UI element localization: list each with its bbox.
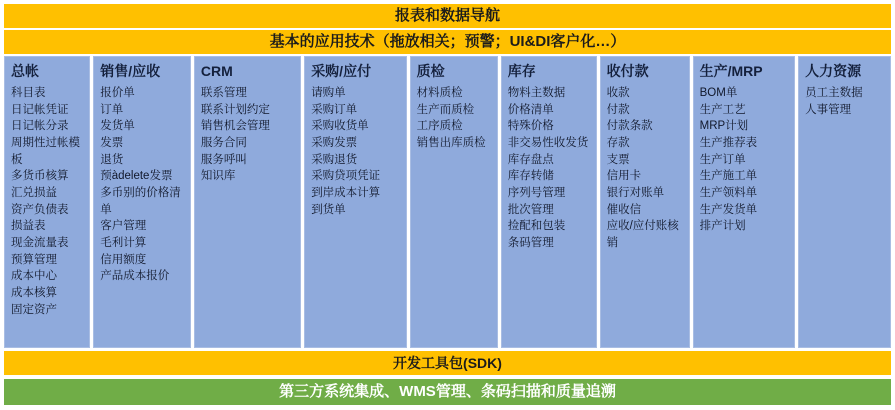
module-item-list [94,83,190,347]
module-column-title: 采购/应付 [311,63,372,79]
module-item-list [305,83,405,347]
module-item[interactable]: 生产推荐表 [699,137,758,150]
module-item-list [799,83,890,347]
module-item[interactable]: 客户管理 [100,220,147,233]
module-item[interactable]: 库存盘点 [507,153,554,166]
module-item-list [502,83,596,347]
module-item[interactable]: 联系管理 [200,87,247,100]
module-item[interactable]: 生产而质检 [416,103,475,116]
module-item[interactable]: 采购退货 [311,153,358,166]
module-item[interactable]: BOM单 [699,87,738,100]
module-column[interactable] [4,56,90,348]
module-item[interactable]: 物料主数据 [507,87,566,100]
module-item[interactable]: 发票 [100,137,124,150]
module-column-title: 库存 [507,63,536,79]
module-item[interactable]: 生产订单 [699,153,746,166]
module-item[interactable]: 预àdelete发票 [100,170,173,183]
module-item[interactable]: 知识库 [200,170,236,183]
module-item[interactable]: 支票 [606,153,630,166]
module-item[interactable]: 损益表 [11,220,46,233]
module-item[interactable]: 成本中心 [11,270,57,283]
module-item[interactable]: 日记帐分录 [11,120,69,133]
module-item[interactable]: 催收信 [606,203,642,216]
module-column[interactable] [501,56,597,348]
module-item[interactable]: 付款条款 [606,120,653,133]
module-item[interactable]: 人事管理 [805,103,852,116]
module-item[interactable]: 预算管理 [11,253,57,266]
module-item[interactable]: 周期性过帐模板 [11,137,80,166]
module-item[interactable]: 批次管理 [507,203,554,216]
module-item[interactable]: 非交易性收发货 [507,137,589,150]
module-item[interactable]: 报价单 [100,87,135,100]
module-column-title: 收付款 [606,63,649,79]
module-column-title: 人力资源 [805,63,862,79]
module-item-list [601,83,689,347]
module-item[interactable]: 产品成本报价 [100,270,170,283]
module-item[interactable]: 采购贷项凭证 [311,170,381,183]
top-banner: 报表和数据导航 [4,4,891,28]
module-item[interactable]: 日记帐凭证 [11,103,69,116]
module-item[interactable]: 销售出库质检 [416,137,486,150]
module-item[interactable]: 应收/应付账核销 [606,220,679,250]
module-column[interactable] [798,56,891,348]
module-item[interactable]: 付款 [606,103,630,116]
module-item[interactable]: 多币别的价格清单 [100,187,181,216]
module-column-title: CRM [200,63,233,79]
module-item[interactable]: 到岸成本计算 [311,187,381,200]
module-item[interactable]: 收款 [606,87,630,100]
module-item[interactable]: 汇兑损益 [11,187,57,200]
module-item[interactable]: 生产工艺 [699,103,746,116]
module-column-title: 总帐 [11,63,39,79]
module-item[interactable]: 科目表 [11,87,46,100]
module-item[interactable]: 材料质检 [416,87,463,100]
module-column[interactable] [194,56,301,348]
module-item[interactable]: MRP计划 [699,120,749,133]
module-item[interactable]: 采购收货单 [311,120,369,133]
module-item[interactable]: 捡配和包装 [507,220,566,233]
module-item[interactable]: 服务合同 [200,137,247,150]
bottom-banner: 第三方系统集成、WMS管理、条码扫描和质量追溯 [4,379,891,405]
module-column[interactable] [410,56,498,348]
module-item[interactable]: 固定资产 [11,303,57,316]
module-columns [4,56,891,348]
module-item[interactable]: 信用卡 [606,170,642,183]
module-item[interactable]: 销售机会管理 [200,120,270,133]
module-item[interactable]: 请购单 [311,87,346,100]
module-item[interactable]: 退货 [100,153,124,166]
module-item[interactable]: 生产发货单 [699,203,758,216]
module-item[interactable]: 发货单 [100,120,135,133]
module-item[interactable]: 到货单 [311,203,346,216]
module-item[interactable]: 订单 [100,103,124,116]
module-item[interactable]: 银行对账单 [606,187,665,200]
module-item[interactable]: 信用额度 [100,253,147,266]
module-item[interactable]: 毛利计算 [100,237,147,250]
module-item-list [5,83,89,347]
module-item[interactable]: 条码管理 [507,237,554,250]
module-item[interactable]: 价格清单 [507,103,554,116]
module-item[interactable]: 现金流量表 [11,237,69,250]
module-item[interactable]: 采购订单 [311,103,358,116]
module-item[interactable]: 多货币核算 [11,170,69,183]
module-item[interactable]: 生产施工单 [699,170,758,183]
module-item-list [694,83,794,347]
module-item[interactable]: 员工主数据 [805,87,863,100]
module-column[interactable] [93,56,191,348]
module-column[interactable] [693,56,795,348]
second-banner: 基本的应用技术（拖放相关；预警；UI&DI客户化…） [4,30,891,54]
module-item[interactable]: 生产领料单 [699,187,758,200]
module-item[interactable]: 联系计划约定 [200,103,270,116]
module-item[interactable]: 成本核算 [11,287,57,300]
module-item[interactable]: 存款 [606,137,630,150]
module-column[interactable] [304,56,406,348]
module-item[interactable]: 采购发票 [311,137,358,150]
module-item[interactable]: 排产计划 [699,220,746,233]
module-item[interactable]: 服务呼叫 [200,153,247,166]
sdk-banner: 开发工具包(SDK) [4,351,891,375]
module-item-list [195,83,300,347]
module-column[interactable] [600,56,690,348]
module-column-title: 生产/MRP [699,63,763,79]
module-item[interactable]: 库存转储 [507,170,554,183]
module-item[interactable]: 序列号管理 [507,187,566,200]
module-item-list [411,83,497,347]
module-column-title: 销售/应收 [100,63,161,79]
module-item[interactable]: 资产负债表 [11,203,69,216]
module-column-title: 质检 [416,63,445,79]
module-item[interactable]: 特殊价格 [507,120,554,133]
module-item[interactable]: 工序质检 [416,120,463,133]
